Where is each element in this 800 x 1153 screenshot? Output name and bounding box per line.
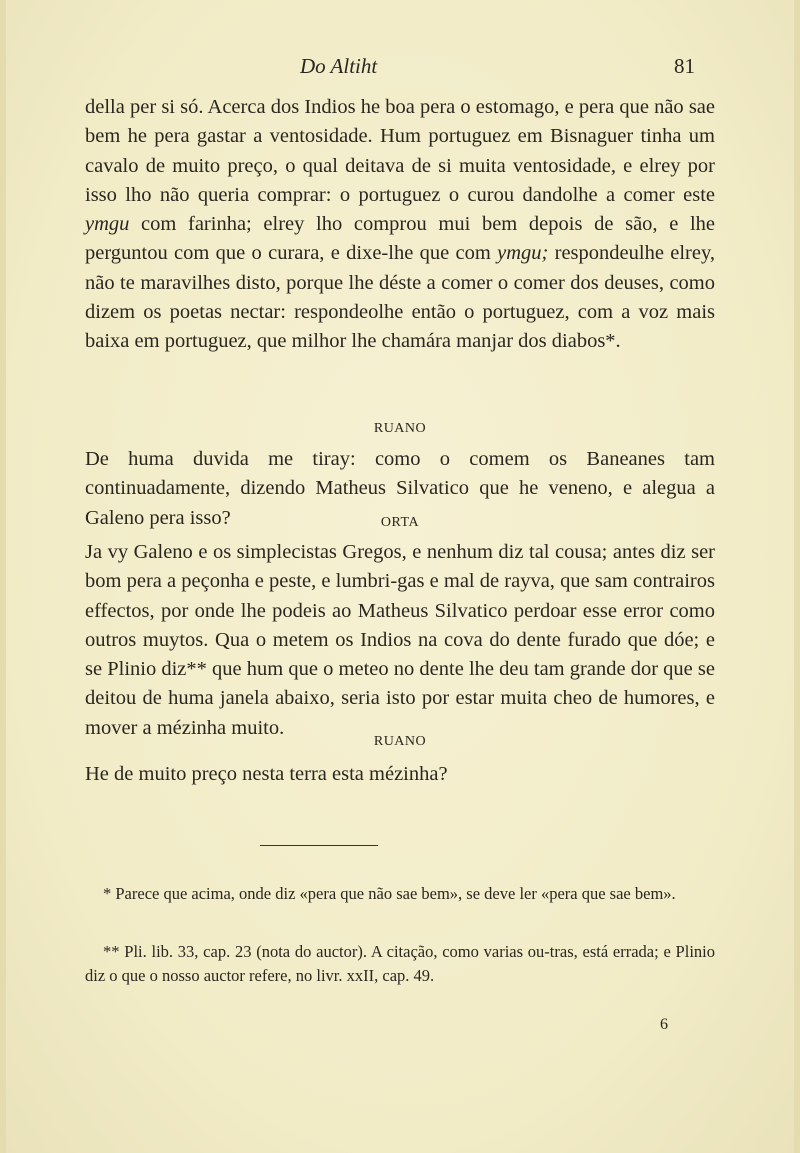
page-edge-right <box>794 0 800 1153</box>
term-ymgu-1: ymgu <box>85 213 130 236</box>
signature-mark: 6 <box>660 1016 668 1033</box>
speaker-label-orta: ORTA <box>380 515 420 530</box>
footnote-divider <box>260 845 378 846</box>
paragraph-1-text-b: com farinha; elrey lho comprou mui bem depois de são, e lhe perguntou com que o curara, e dixe-lhe que com <box>85 213 715 265</box>
paragraph-1-text-c: respondeulhe elrey, não te maravilhes disto, porque lhe déste a comer o comer dos deuses, como dizem os poetas nectar: respondeolhe então o portuguez, com a voz mais baixa em portuguez, que milhor lhe chamára manjar dos diabos*. <box>85 242 715 353</box>
page-header <box>0 54 800 84</box>
footnote-2-text: ** Pli. lib. 33, cap. 23 (nota do auctor). A citação, como varias ou-tras, está errada; e Plinio diz o que o nosso auctor refere, no livr. xxII, cap. 49. <box>85 942 715 985</box>
footnote-2 <box>85 940 715 988</box>
term-ymgu-2: ymgu; <box>497 242 549 265</box>
page-edge-left <box>0 0 6 1153</box>
speaker-label-ruano-1: RUANO <box>373 421 427 436</box>
speaker-label-ruano-2: RUANO <box>373 734 427 749</box>
footnote-1-text: * Parece que acima, onde diz «pera que não sae bem», se deve ler «pera que sae bem». <box>103 884 676 903</box>
paragraph-1-text-a: della per si só. Acerca dos Indios he boa pera o estomago, e pera que não sae bem he pera gastar a ventosidade. Hum portuguez em Bisnaguer tinha um cavalo de muito preço, o qual deitava de si muita ventosidade, e elrey por isso lho não queria comprar: o portuguez o curou dandolhe a comer este <box>85 96 715 206</box>
paragraph-1 <box>85 93 715 357</box>
paragraph-4-text: He de muito preço nesta terra esta mézinha? <box>85 763 448 785</box>
footnote-1 <box>85 882 715 906</box>
paragraph-3-text: Ja vy Galeno e os simplecistas Gregos, e nenhum diz tal cousa; antes diz ser bom pera a peçonha e peste, e lumbri-gas e mal de rayva, que sam contrairos effectos, por onde lhe podeis ao Matheus Silvatico perdoar esse error como outros muytos. Qua o metem os Indios na cova do dente furado que dóe; e se Plinio diz** que hum que o meteo no dente lhe deu tam grande dor que se deitou de huma janela abaixo, seria isto por estar muita cheo de humores, e mover a mézinha muito. <box>85 541 715 739</box>
paragraph-2-text: De huma duvida me tiray: como o comem os Baneanes tam continuadamente, dizendo Matheus Silvatico que he veneno, e alegua a Galeno pera isso? <box>85 448 715 529</box>
paragraph-3 <box>85 538 715 743</box>
paragraph-4 <box>85 760 715 789</box>
page-number: 81 <box>674 54 695 78</box>
running-title: Do Altiht <box>300 54 378 78</box>
